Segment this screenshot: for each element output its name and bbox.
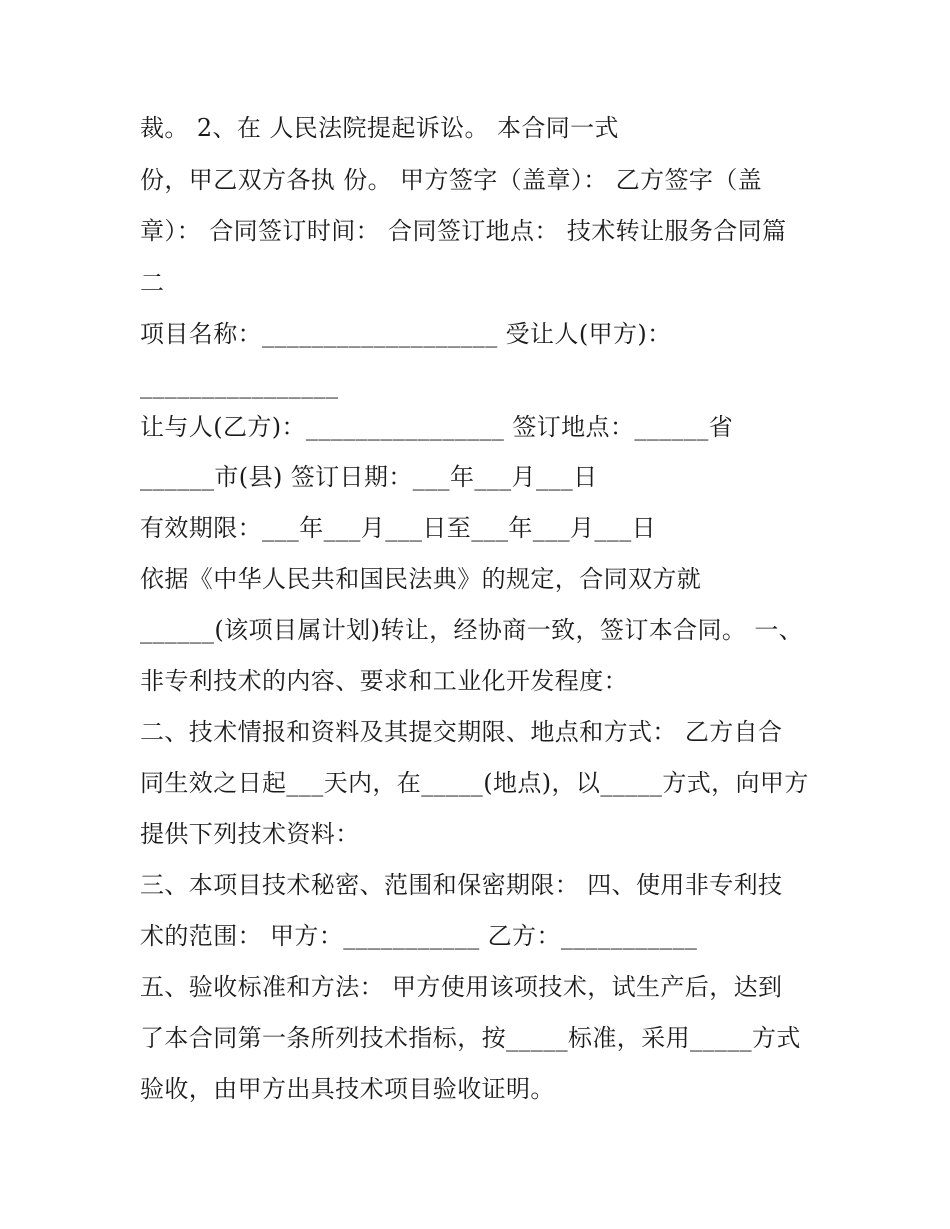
text-line-19: 了本合同第一条所列技术指标，按_____标准，采用_____方式 [140, 1024, 801, 1052]
text-line-1: 裁。 2、在 人民法院提起诉讼。 本合同一式 [140, 114, 619, 142]
text-line-3: 章）： 合同签订时间： 合同签订地点： 技术转让服务合同篇 [140, 217, 787, 245]
text-line-13: 二、技术情报和资料及其提交期限、地点和方式： 乙方自合 [140, 718, 783, 746]
text-line-11: ______(该项目属计划)转让，经协商一致，签订本合同。 一、 [140, 616, 804, 644]
text-line-7: 让与人(乙方)：________________ 签订地点：______省 [140, 413, 734, 441]
text-line-10: 依据《中华人民共和国民法典》的规定，合同双方就 [140, 565, 702, 593]
text-line-14: 同生效之日起___天内，在_____(地点)，以_____方式，向甲方 [140, 769, 809, 797]
text-line-2: 份，甲乙双方各执 份。 甲方签字（盖章）： 乙方签字（盖 [140, 166, 763, 194]
text-line-16: 三、本项目技术秘密、范围和保密期限： 四、使用非专利技 [140, 871, 783, 899]
text-line-12: 非专利技术的内容、要求和工业化开发程度： [140, 667, 628, 695]
text-line-6: ________________ [140, 371, 339, 399]
text-line-18: 五、验收标准和方法： 甲方使用该项技术，试生产后，达到 [140, 973, 783, 1001]
text-line-4: 二 [140, 269, 165, 297]
text-line-15: 提供下列技术资料： [140, 820, 360, 848]
text-line-9: 有效期限：___年___月___日至___年___月___日 [140, 514, 656, 542]
text-line-8: ______市(县) 签订日期：___年___月___日 [140, 463, 598, 491]
text-line-20: 验收，由甲方出具技术项目验收证明。 [140, 1075, 555, 1103]
text-line-17: 术的范围： 甲方：___________ 乙方：___________ [140, 922, 698, 950]
text-line-5: 项目名称：___________________ 受让人(甲方)： [140, 320, 672, 348]
